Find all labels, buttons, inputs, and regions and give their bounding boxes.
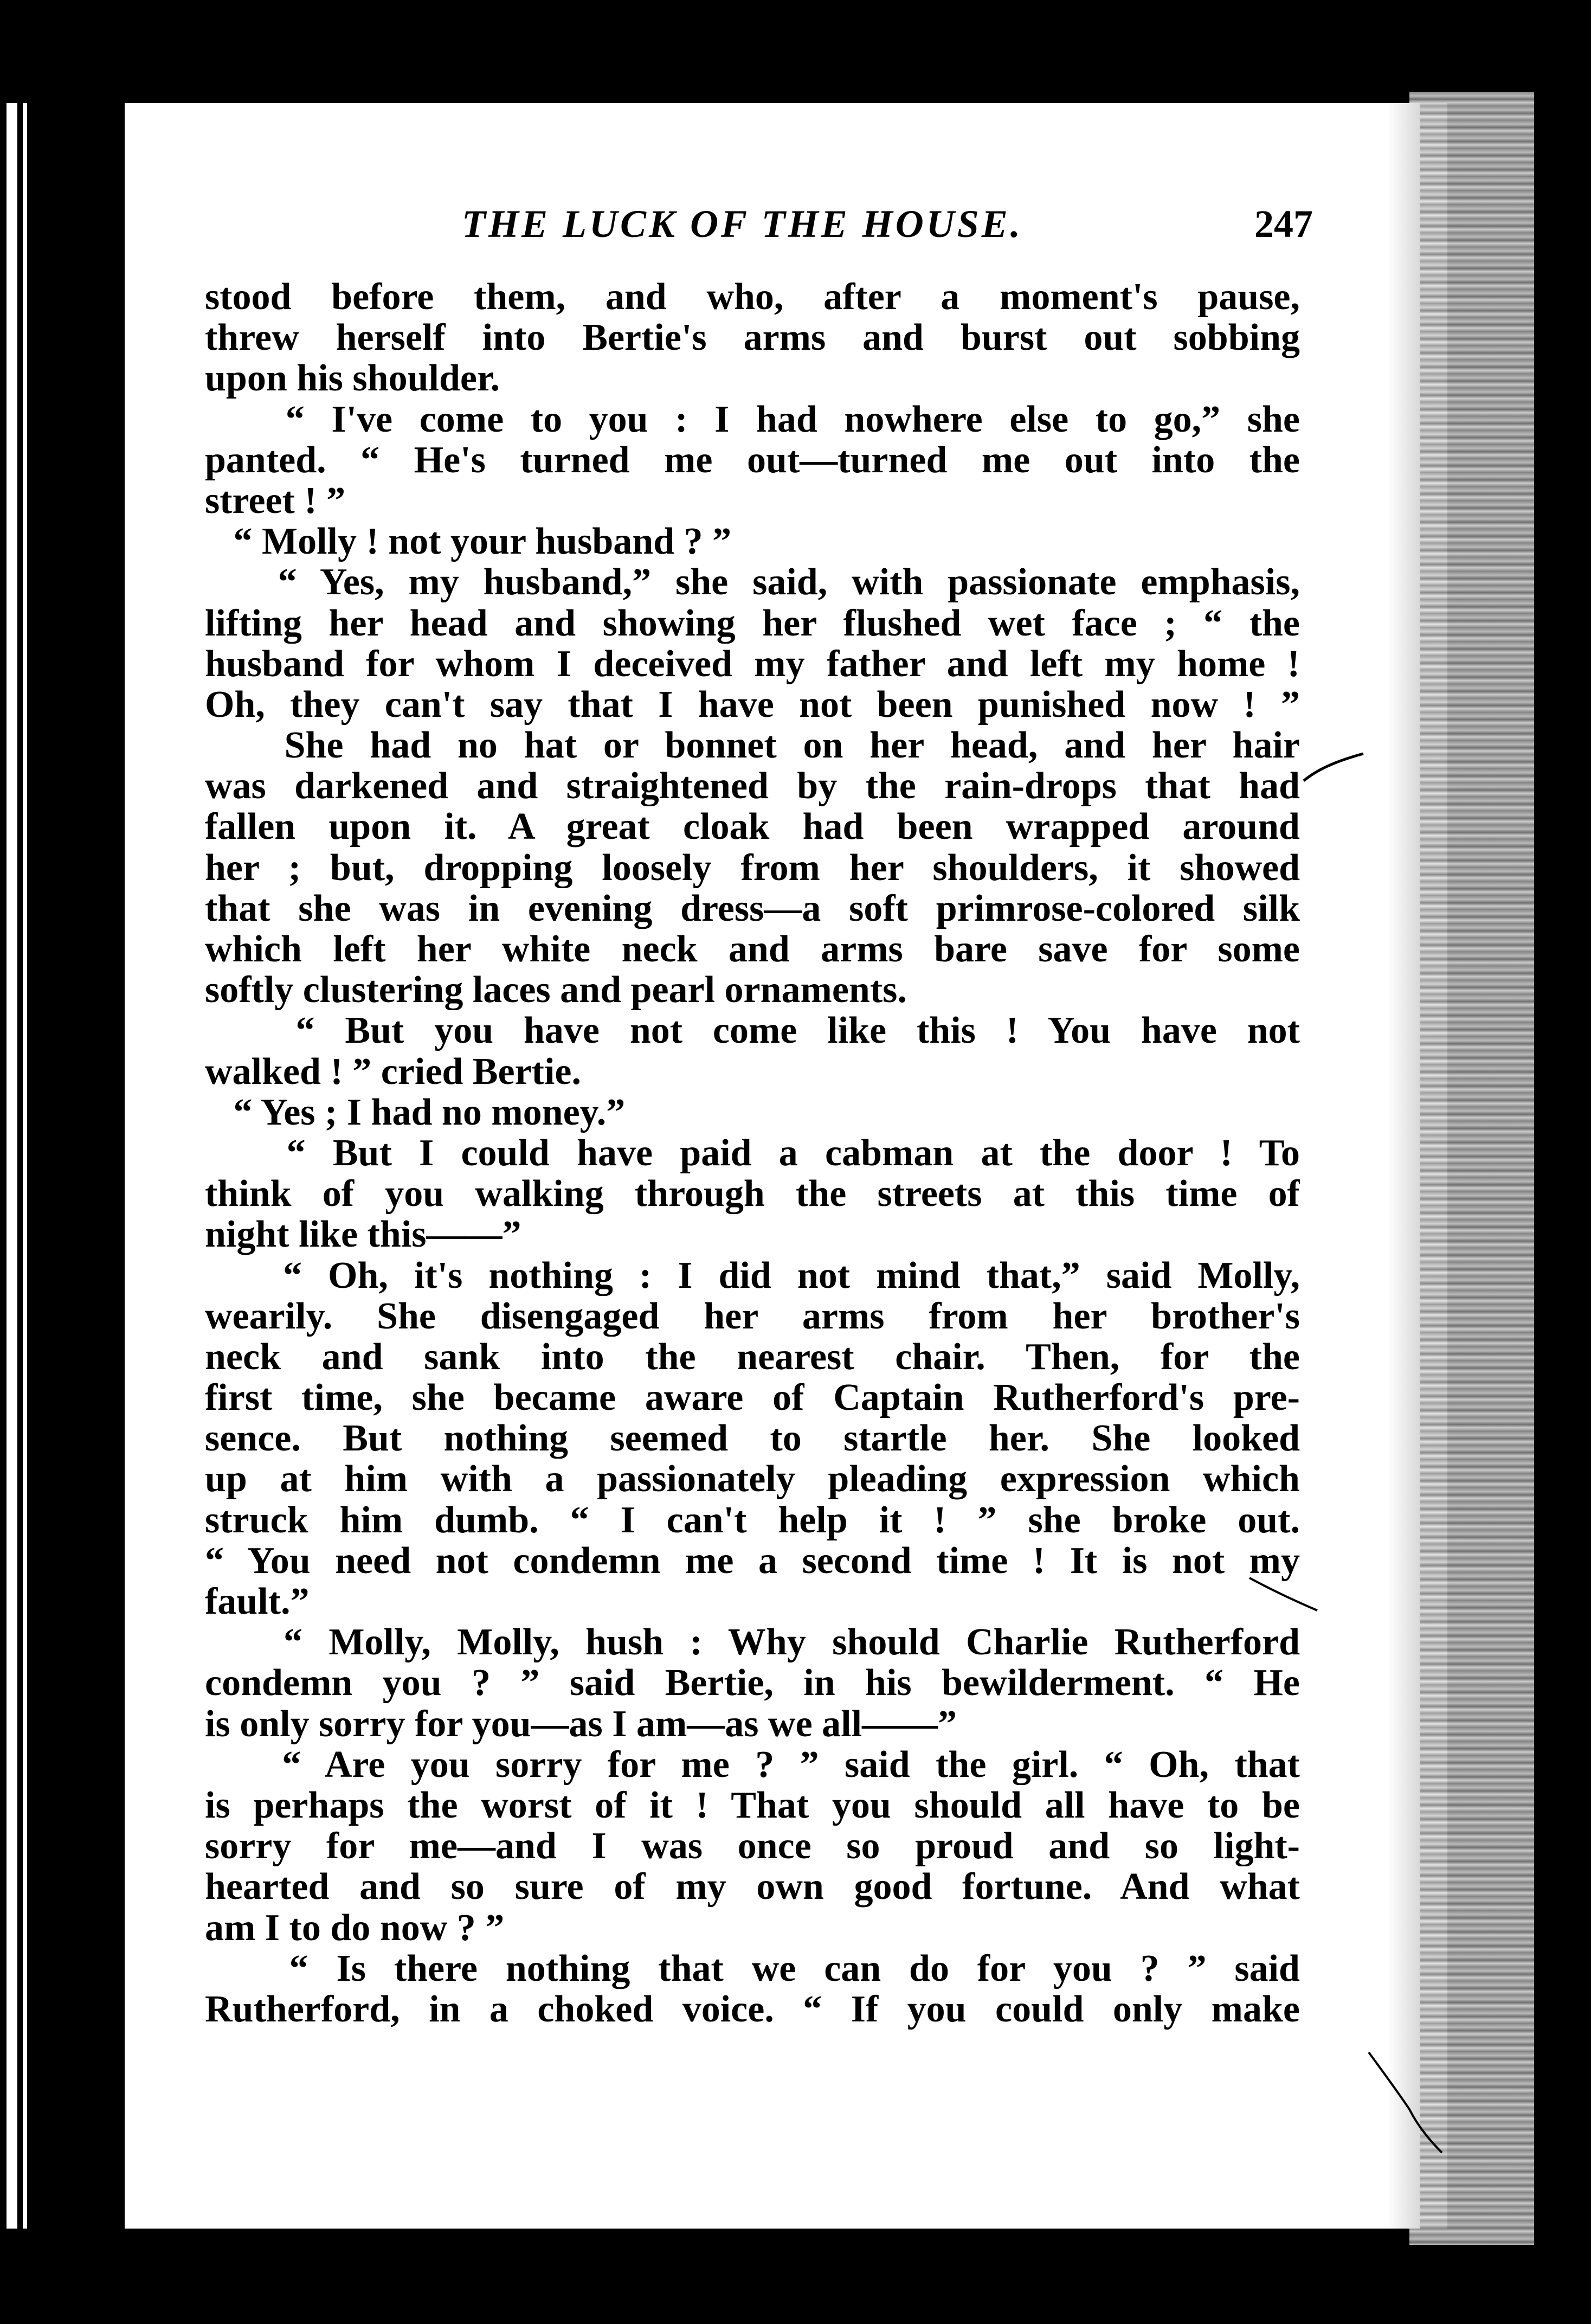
- text-line: struck him dumb. “ I can't help it ! ” she broke out.: [205, 1499, 1300, 1540]
- text-line: is perhaps the worst of it ! That you should all have to be: [205, 1784, 1300, 1826]
- text-line: She had no hat or bonnet on her head, and her hair: [205, 725, 1300, 766]
- text-line: husband for whom I deceived my father and left my home !: [205, 643, 1300, 684]
- text-line: am I to do now ? ”: [205, 1907, 505, 1948]
- text-line: sorry for me—and I was once so proud and so light-: [205, 1826, 1300, 1867]
- left-page-edge-inner: [23, 103, 27, 2229]
- text-line: sence. But nothing seemed to startle her. She looked: [205, 1418, 1300, 1459]
- text-line: Rutherford, in a choked voice. “ If you could only make: [205, 1988, 1300, 2030]
- text-line: “ But I could have paid a cabman at the door ! To: [205, 1132, 1300, 1174]
- text-line: panted. “ He's turned me out—turned me out into the: [205, 439, 1300, 480]
- page-number: 247: [1254, 202, 1313, 246]
- text-line: fallen upon it. A great cloak had been wrapped around: [205, 806, 1300, 848]
- text-line: “ You need not condemn me a second time ! It is not my: [205, 1540, 1300, 1581]
- text-line: is only sorry for you—as I am—as we all——”: [205, 1703, 957, 1744]
- text-line: which left her white neck and arms bare save for some: [205, 929, 1300, 970]
- text-line: upon his shoulder.: [205, 358, 500, 399]
- binding-gutter: [1409, 92, 1534, 2245]
- text-line: “ Yes ; I had no money.”: [205, 1092, 626, 1133]
- text-line: her ; but, dropping loosely from her shoulders, it showed: [205, 847, 1300, 888]
- text-line: “ Molly, Molly, hush : Why should Charlie Rutherford: [205, 1622, 1300, 1663]
- text-line: that she was in evening dress—a soft primrose-colored silk: [205, 888, 1300, 929]
- text-line: was darkened and straightened by the rain-drops that had: [205, 766, 1300, 807]
- text-line: street ! ”: [205, 480, 346, 522]
- text-line: threw herself into Bertie's arms and burst out sobbing: [205, 317, 1300, 358]
- text-line: softly clustering laces and pearl ornaments.: [205, 970, 907, 1011]
- text-line: first time, she became aware of Captain Rutherford's pre-: [205, 1377, 1300, 1418]
- text-line: condemn you ? ” said Bertie, in his bewilderment. “ He: [205, 1662, 1300, 1704]
- text-line: stood before them, and who, after a moment's pause,: [205, 277, 1300, 318]
- text-line: “ Are you sorry for me ? ” said the girl. “ Oh, that: [205, 1744, 1300, 1785]
- text-line: think of you walking through the streets at this time of: [205, 1173, 1300, 1215]
- gutter-shadow: [1388, 103, 1420, 2229]
- text-line: neck and sank into the nearest chair. Then, for the: [205, 1336, 1300, 1378]
- body-text: [205, 277, 1300, 2030]
- text-line: night like this——”: [205, 1214, 521, 1255]
- text-line: “ But you have not come like this ! You have not: [205, 1010, 1300, 1051]
- text-line: up at him with a passionately pleading expression which: [205, 1459, 1300, 1500]
- text-line: “ Oh, it's nothing : I did not mind that,” said Molly,: [205, 1255, 1300, 1296]
- text-line: “ I've come to you : I had nowhere else to go,” she: [205, 399, 1300, 440]
- page-header: [202, 202, 1313, 261]
- text-line: Oh, they can't say that I have not been punished now ! ”: [205, 684, 1300, 726]
- text-line: lifting her head and showing her flushed wet face ; “ the: [205, 602, 1300, 644]
- left-page-edge: [7, 103, 17, 2229]
- running-title: THE LUCK OF THE HOUSE.: [462, 202, 1023, 246]
- text-line: “ Yes, my husband,” she said, with passionate emphasis,: [205, 562, 1300, 603]
- text-line: wearily. She disengaged her arms from her brother's: [205, 1295, 1300, 1337]
- text-line: fault.”: [205, 1581, 310, 1622]
- text-line: “ Molly ! not your husband ? ”: [205, 521, 732, 562]
- text-line: hearted and so sure of my own good fortune. And what: [205, 1866, 1300, 1908]
- text-line: walked ! ” cried Bertie.: [205, 1051, 581, 1092]
- text-line: “ Is there nothing that we can do for you ? ” said: [205, 1948, 1300, 1989]
